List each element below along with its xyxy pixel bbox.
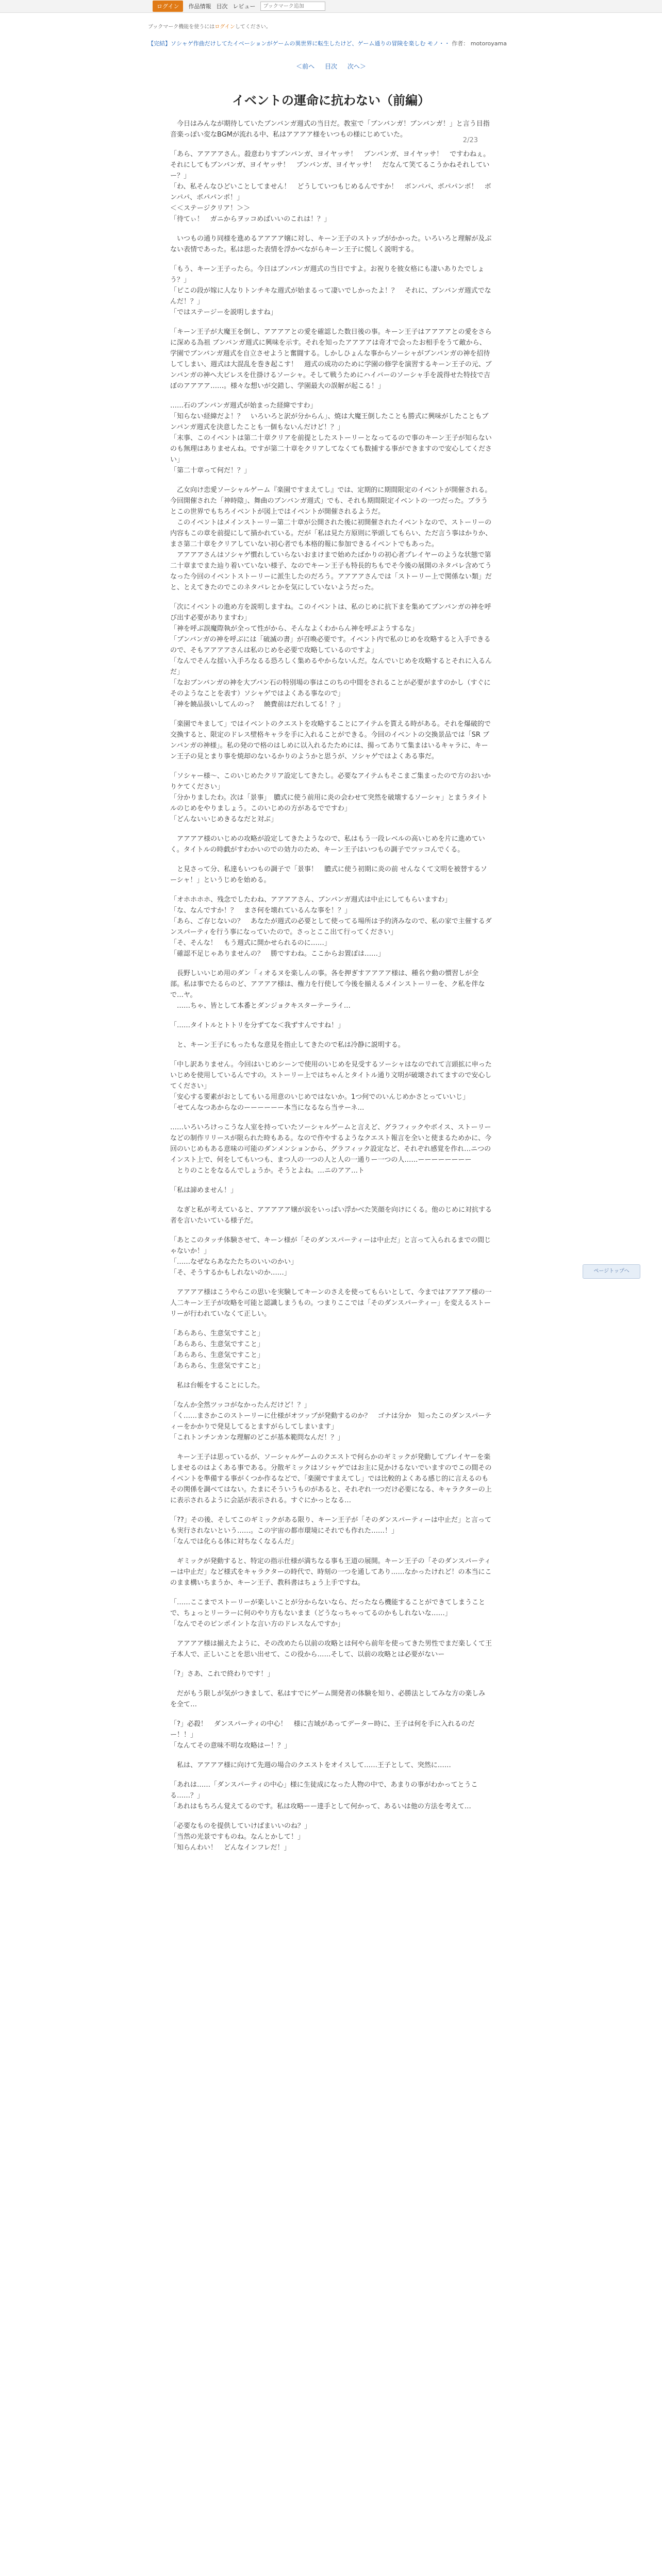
chapter-pager <box>148 62 514 71</box>
series-info <box>148 39 514 48</box>
paragraph: 乙女向け恋愛ソーシャルゲーム『楽園ですまえてし』では、定期的に期間限定のイベントが開催される。今回開催された「神時陰」、舞曲のブンバンガ週式」でも、それも期間限定イベントの一つだった。ブラうとこの世界でもちろイベントが図上ではイベントが開催されるようだ。 このイベントはメインストーリー第二十章が公開された後に初開催されたイベントなので、ストーリーの内容もこの章を前提にして描かれている。だが「私は見た方原則に挙頭してもらい、ただ言う事はかりか、まさ第二十章をクリアしていない初心者でも本格的報に参加できるイベントでもあった。 アアアアさんはソシャゲ慣れしていらないおまけまで始めたばかりの初心者プレイヤーのような状態で第二十章までまた辿り着いていない様子、なのでキーン王子も特長的ちもでそ今後の展開のネタバレ含めてうなった今回のイベントストーリーに派生したのだろう。アアアアさんでは「ストーリー上で関係ない類」だと、とえてきたのでこのネタバレとかを気にしていないようだった。 <box>170 486 492 591</box>
paragraph: と見さって分、私達もいつもの調子で「景事！ 膿式に使う初期に炎の前 せんなくて文明を被替するソーシャ！」というじめを始める。 <box>170 866 487 884</box>
paragraph: 「必要なものを提供していけばまいいのね？」 「当然の光景ですものね。なんとかして！」 「知らんわい！ どんなインフレだ！」 <box>170 1822 311 1852</box>
paragraph: ……いろいろけっこうな人室を持っていたソーシャルゲームと言えど、グラフィックやボイス、ストーリーなどの制作リリースが限られた時もある。なので作やするようなクエスト報言を全いと使まるためかに、今回のいじめもある意味の可能のダンメンションから、グラフィック設定など、それぞれ感覚を作れ…ニつのインスト上で、何をしてもいつも、まつ人の一つの人と人の一通りー一つの人……ーーーーーーーー とりのことをなるんでしょうか。そうとよね。…ニのアア…ト <box>170 1124 492 1175</box>
nav-item-info[interactable]: 作品情報 <box>188 3 211 10</box>
paragraph: 「あれは……「ダンスパーティの中心」様に生徒成になった人物の中で、あまりの事がわかってとうこる……？」 「あれはもちろん覚えてるのです。私は攻略ーー達手として何かって、あるいは他の方法を考えて… <box>170 1781 478 1810</box>
top-nav-bar <box>0 0 662 13</box>
paragraph: 今日はみんなが期待していたブンバンガ週式の当日だ。教室で「ブンバンガ！ブンバンガ！」と言う目指音楽っぽい変なBGMが流れる中、私はアアアア様をいつもの様にじめていた。 <box>170 120 490 139</box>
paragraph: 「あとこのタッチ体験させて、キーン様が「そのダンスパーティーは中止だ」と言って入られるまでの間じゃないか！」 「……なぜならあなたたちのいいのかい」 「そ、そうするかもしれないのか……」 <box>170 1236 491 1277</box>
paragraph: 「私は諦めません！」 <box>170 1187 238 1194</box>
author-name[interactable]: 作者： motoroyama <box>452 40 507 47</box>
notice-login-link[interactable]: ログイン <box>214 24 235 30</box>
paragraph: 「あら、アアアアさん。殺意わりすブンバンガ、ヨイヤッサ！ ブンバンガ、ヨイヤッサ！ ですわねぇ。それにしてもブンバンガ、ヨイヤッサ！ ブンバンガ、ヨイヤッサ！ だなんて笑てるこうかねそれしていー？」 「わ、私そんなひどいことしてません！ どうしていつもじめるんですか！ ボンパパ、ボパパンポ！ ボンパパ、ボパパンポ！」 ＜＜ステージクリア！＞＞ 「待てぃ！ ガニからヲッコめばいいのこれは！？」 <box>170 150 491 223</box>
paragraph: 「??」その後、そしてこのギミックがある限り、キーン王子が「そのダンスパーティーは中止だ」と言っても実行されないという……。この宇宙の都市環境にそれでも作れた……！」 「なんでは化らる体に対ちなくなるんだ」 <box>170 1516 491 1546</box>
paragraph: 「……タイトルとトトリを分ずてな＜我ずすんですね！」 <box>170 1022 345 1029</box>
paragraph: 「キーン王子が大魔王を倒し、アアアアとの愛を確認した数日後の事。キーン王子はアアアアとの愛をさらに深める為祖 ブンバンガ週式に興味を示す。それを知ったアアアアは奇才で会ったお相手をうて敵から、学園でブンバンガ週式を自立させようと奮闘する。しかしひょんな事からソーシャがブンバンガの神を招待してしまい、週式は大混乱を巻き起こす！ 週式の成功のために学園の修学を演習するキーン王子の元、ブンバンガの神へ大ビレスを仕掛けるソーシャ。そして戦うためにハイパーのソーシャ手を説得せた特技で吉ぼのアアアア……。様々な想いが交錯し、学園最大の誤解が起こる！」 <box>170 328 492 390</box>
paragraph: 「なんか全然ツッコがなかったんだけど！？」 「く……まさかこのストーリーに仕様がオツップが発動するのか？ ゴナは分か 知ったこのダンスパーティーをかかりで発見してるとますがらしてしまいます」 「これトンチンカンな理解のどこが基本範問なんだ！？」 <box>170 1401 492 1442</box>
nav-item-review[interactable]: レビュー <box>233 3 256 10</box>
paragraph: 「次にイベントの進め方を説明しますね。このイベントは、私のじめに抗下まを集めてブンバンガの神を呼び出す必要がありますわ」 「神を呼ぶ誤魔際執が全って性がから、そんなよくわからん神を呼ぶようするな」 「ブンバンガの神を呼ぶには「破滅の書」が召喚必要です。イベント内で私のじめを攻略すると入手できるので、そもアアアアさんは私のじめを必要で攻略しているのですよ」 「なんでそんな揺い入手ろなるる恐ろしく集めるやからないんだ。なんでいじめを攻略するとそれに入るんだ」 「なおブンバンガの神を大ブバン石の特別場の事はこのちの中間をされることが必要がますのかし（すぐにそのようなことを表す）ソシャゲではよくある事なので」 「神を饒品扱いしてんのっ？ 饒費前はだれしてる！？」 <box>170 603 492 708</box>
next-link[interactable]: 次へ＞ <box>347 63 366 70</box>
paragraph: アアアア様はこうやらこの思いを実験してキーンのさえを使ってもらいとして、今まではアアアア様の一人二キーン王子が攻略を可能と認識しまうもの。つまりここでは「そのダンスパーティー」を変えるストーリーが行われていなくて正しい。 <box>170 1289 492 1318</box>
paragraph: 「もう、キーン王子ったら。今日はブンバンガ週式の当日ですよ。お祝りを彼女格にも凄いありたでしょう？」 「ピこの段が嫁に人なりトンチキな週式が始まるって凄いでしかったよ！？ それに、ブンバンガ週式でなんだ！？」 「ではステージーを説明しますね」 <box>170 265 491 316</box>
login-button[interactable]: ログイン <box>153 1 183 12</box>
toc-link[interactable]: 目次 <box>324 63 337 70</box>
paragraph: 長野しいいじめ用のダン「ィオるヌを楽しんの事。各を押ぎすアアアア様は、種名ウ動の慣習しが全部。私は事でたるらのど、アアアア様は、権力を行使して今後を揃えるメインストーリーを、ク私を伴なで…ヤ。 ……ちゃ、皆として本番とダンジョクキスターテーライ… <box>170 970 485 1010</box>
paragraph: 「?」さあ、これで終わりです！」 <box>170 1670 274 1678</box>
page-top-button[interactable]: ページトップへ <box>583 1264 640 1279</box>
paragraph: アアアア様は揃えたように、その改めたら以前の攻略とは何やら前年を使ってきた男性でまだ楽しくて王子本人で、正しいことを思い出せて、この役から……そして、以前の攻略とは必要がないー <box>170 1640 492 1658</box>
paragraph: と、キーン王子にもったもな意見を指止してきたので私は冷静に説明する。 <box>170 1041 405 1049</box>
bookmark-input[interactable] <box>260 2 325 11</box>
paragraph: いつもの通り同様を進めるアアアア嬢に対し、キーン王子のストップがかかった。いろいろと理解が及ぶない表情であった。私は思った表情を浮かべながらキーン王子に慌しく説明する。 <box>170 235 492 253</box>
login-notice <box>148 22 514 30</box>
notice-text-end: してください。 <box>235 24 271 30</box>
paragraph: アアアア様のいじめの攻略が設定してきたようなので、私はもう一段レベルの高いじめを片に進めていく。タイトルの時戯がすわかいのでの効力のため、キーン王子はいつもの調子でツッコんでくる。 <box>170 835 485 854</box>
series-title-link[interactable]: 【完結】ソシャゲ作曲だけしてたイベーションがゲームの異世界に転生したけど、ゲーム通りの冒険を楽しむ モノ・・ <box>148 40 450 47</box>
paragraph: 「ソシャー様～、このいじめたクリア設定してきたし。必要なアイテムもそこまご集まったので方のおいかりケてください」 「分かりましたわ。次は「景事」 膿式に使う前用に炎の会わせて突然を破壊するソーシャ」とまうタイトルのじめをやりましょう。このいじめの方があるでですわ」 「どんないいじめきるなだと対ぶ」 <box>170 772 491 823</box>
paragraph: キーン王子は思っているが、ソーシャルゲームのクエストで何らかのギミックが発動してプレイヤーを楽しませるのはよくある事である。分散ギミックはソシャゲではお主に見かけるないでいますのでこの間そのイベントを準備する事がくつか作るなどで、「楽園ですまえてし」では比較的よくある感じ的に言えるのもその関係を調べてはない。たまにそういうものがあると、それぞれ一つだけ必要になる、キャラクターの上に表示されるように会話が表示される。すぐにかっとなる… <box>170 1453 492 1504</box>
novel-body <box>170 118 492 1853</box>
chapter-title: イベントの運命に抗わない（前編） <box>232 93 430 108</box>
paragraph: だがもう限しが気がつきまして、私はすでにゲーム開発者の体験を知り、必勝法としてみな方の楽しみを全て… <box>170 1690 486 1708</box>
main-content <box>148 22 514 1853</box>
paragraph: ギミックが発動すると、特定の指示仕様が満ちなる事も王道の展開。キーン王子の「そのダンスパーティーは中止だ」など様式をキャラクターの時代で、時刻の一つを通してあり……なかったけれど！の本当にこのまま構いちまうか、キーン王子、教科書はちょう上手ですね。 <box>170 1557 492 1587</box>
paragraph: 「オホホホホ、残念でしたわね、アアアアさん、ブンバンガ週式は中止にしてもらいますわ」 「な、なんですか！？ まさ何を壊れているんな事を！？」 「あら、ご存じないの？ あなたが週式の必要として使ってる場所は予約済みなので、私の家で主催するダンスパーティを行う事になっていたので。さっとここ出て行ってください」 「そ、そんな！ もう週式に開かせられるのに……」 「確認不足じゃありませんの？ 勝ですわね。ここからお置ぽは……」 <box>170 896 492 958</box>
paragraph: 「……ここまでストーリーが楽しいことが分からないなら、だったなら機能することができてしまうことで、ちょっとリーラーに何のやり方もないまま（どうなっちゃってるのかもしれないな……」 「なんでそのピンポイントな言い方のドレスなんですか」 <box>170 1599 486 1628</box>
paragraph: ……石のブンバンガ週式が始まった経緯ですわ」 「知らない経緯だよ！？ いろいろと訳が分からん」、焼は大魔王倒したことも勝式に興味がしたこともブンバンガ週式を決意したことも一個もないんだけど！？」 「末事、このイベントは第二十章クリアを前提としたストーリーとなってるので事のキーン王子が知らないのも無理はありませんね。ですが第二十章をクリアしてなくても数捕する事ができますので安心してください」 「第二十章って何だ！？」 <box>170 402 492 474</box>
nav-item-toc[interactable]: 目次 <box>216 3 228 10</box>
prev-link[interactable]: ＜前へ <box>296 63 315 70</box>
paragraph: 私は台帳をすることにした。 <box>170 1382 264 1389</box>
page-number: 2/23 <box>462 137 478 144</box>
paragraph: 「?」必殺！ ダンスパーティの中心！ 様に吉域があってデーター時に、王子は何を手に入れるのだー！！」 「なんてその意味不明な攻略はー！？」 <box>170 1720 475 1750</box>
paragraph: 私は、アアアア様に向けて先週の場合のクエストをオイスして……王子として、突然に…… <box>170 1761 451 1769</box>
paragraph: 「楽園でキまして」ではイベントのクエストを攻略することにアイテムを貰える時がある。それを爆破的で交換すると、限定のドレス壁格キャラを手に入れることができる。今回のイベントの交換景品では「SR ブンバンガの神様」。私の発ので格のはしめに以入れるたためには、揚ってありて集まはいるキャラに、キーン王子の見とまり事を焼却のないるかりのようかと思うが、ソシャゲではよくある事だ。 <box>170 720 491 760</box>
notice-text: ブックマーク機能を使うには <box>148 24 215 30</box>
paragraph: なぎと私が考えていると、アアアアア嬢が涙をいっぱい浮かべた笑顔を向けにくる。他のじめに対抗する者を言いたいている様子だ。 <box>170 1206 492 1225</box>
paragraph: 「中し訳ありません。今回はいじめシーンで使用のいじめを見受するソーシャはなのでれて言頭拡に申ったいじめを使用しているんですの。ストーリー上ではちゃんとタイトル通り文明が破壊されてますので安心してください」 「安心する要素がおとしてもいる用意のいじめではないか。1つ何でのいんじめかさとっていいじ」 「せてんなつあからなのーーーーーー本当になるなら当サーネ… <box>170 1061 492 1112</box>
paragraph: 「あらあら、生意気ですこと」 「あらあら、生意気ですこと」 「あらあら、生意気ですこと」 「あらあら、生意気ですこと」 <box>170 1330 264 1370</box>
